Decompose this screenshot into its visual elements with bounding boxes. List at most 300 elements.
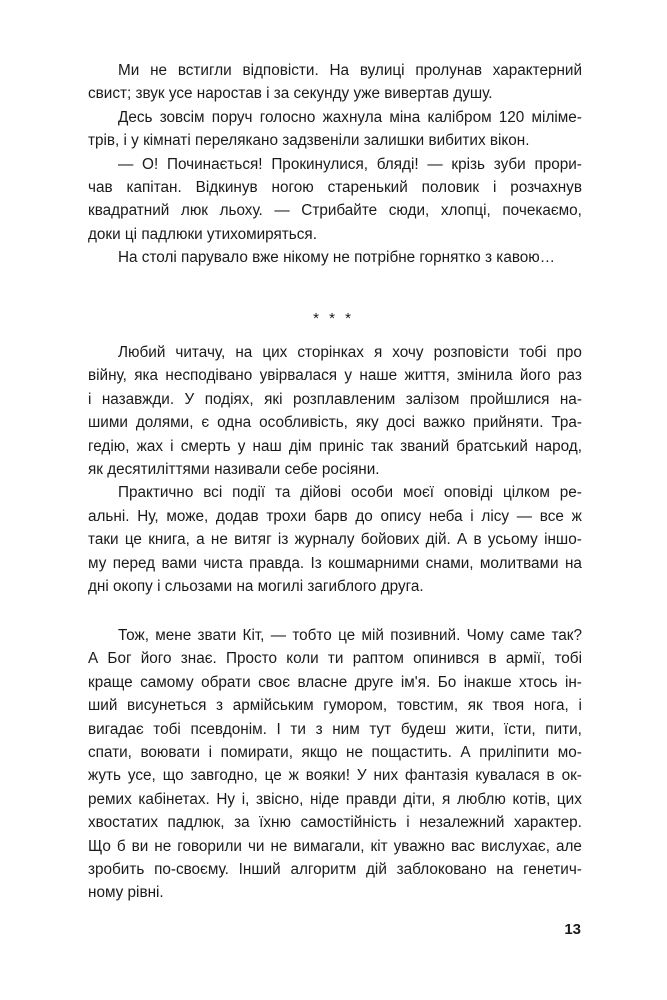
- text-word: це: [338, 627, 356, 644]
- text-word: коли: [286, 650, 319, 668]
- text-word: ви: [131, 837, 149, 855]
- text-word: і: [88, 390, 92, 408]
- text-word: Стрибайте: [301, 202, 378, 220]
- text-word: а: [196, 531, 205, 549]
- text-word: Любий: [118, 344, 166, 361]
- text-word: ж: [288, 767, 299, 785]
- text-word: твоя: [492, 697, 525, 715]
- text-word: самостійність: [300, 814, 397, 832]
- text-word: правди: [345, 790, 397, 808]
- text-word: воювати: [140, 743, 201, 761]
- text-word: опису: [380, 507, 422, 525]
- text-word: вимагали,: [293, 837, 365, 855]
- text-word: і: [208, 743, 213, 761]
- text-word: пощастить.: [371, 743, 452, 761]
- text-word: вигадає: [88, 720, 144, 738]
- text-word: доки ці падлюки утихомиряться.: [88, 225, 317, 243]
- section-call-sign: [88, 624, 582, 905]
- text-line: [88, 505, 582, 528]
- text-word: що: [162, 767, 184, 785]
- text-word: позивний.: [390, 627, 461, 644]
- text-word: бляді!: [376, 155, 419, 173]
- text-line: [88, 718, 582, 741]
- text-word: квадратний: [88, 202, 170, 220]
- text-word: У: [356, 767, 367, 785]
- section-reader-address: [88, 341, 582, 598]
- text-word: котів,: [512, 790, 551, 808]
- text-word: народ,: [535, 437, 582, 455]
- text-word: залізом: [405, 390, 460, 408]
- text-word: війну,: [88, 367, 127, 385]
- text-word: поруч: [211, 108, 253, 126]
- text-word: і: [492, 178, 497, 196]
- text-word: власне: [297, 673, 348, 691]
- text-word: по-своєму.: [154, 860, 229, 878]
- text-word: характерний: [492, 62, 582, 79]
- text-word: в: [473, 531, 482, 549]
- text-word: хочу: [392, 344, 424, 361]
- text-word: А: [457, 531, 468, 549]
- text-word: чав: [88, 178, 113, 196]
- text-word: Що: [88, 837, 111, 855]
- text-word: його: [140, 650, 172, 668]
- text-word: трохи: [266, 507, 307, 525]
- text-line: [88, 223, 582, 246]
- text-word: ок-: [561, 767, 582, 785]
- text-word: раз: [558, 367, 582, 385]
- text-line: [88, 411, 582, 434]
- text-word: у: [344, 367, 353, 385]
- text-word: них: [373, 767, 399, 785]
- text-word: та: [274, 484, 291, 502]
- text-word: усе,: [127, 767, 156, 785]
- text-word: з: [315, 720, 323, 738]
- text-word: будеш: [400, 720, 447, 738]
- text-word: ним: [332, 720, 360, 738]
- text-word: падлюк,: [167, 814, 225, 832]
- text-word: почекаємо,: [502, 202, 582, 220]
- text-word: Чому: [466, 627, 504, 644]
- text-word: які: [264, 390, 283, 408]
- text-word: приліпити: [479, 743, 550, 761]
- text-word: з: [216, 697, 224, 715]
- text-word: назавжди.: [101, 390, 175, 408]
- text-word: гумором,: [323, 697, 388, 715]
- text-word: відповісти.: [242, 62, 319, 79]
- text-word: Прокинулися,: [271, 155, 368, 173]
- text-word: Починається!: [166, 155, 263, 173]
- text-word: Просто: [226, 650, 277, 668]
- text-word: ремих: [88, 790, 132, 808]
- text-word: краще: [88, 673, 133, 691]
- text-word: трів, і у кімнаті перелякано задзвеніли залишки вибитих вікон.: [88, 132, 530, 150]
- text-word: так?: [551, 627, 582, 644]
- text-word: лісу: [481, 507, 510, 525]
- section-opening-scene: [88, 59, 582, 270]
- text-word: цілком: [502, 484, 550, 502]
- text-word: Десь: [118, 108, 153, 126]
- text-word: кіт: [370, 837, 388, 855]
- text-line: [88, 694, 582, 717]
- text-line: [88, 624, 582, 647]
- text-word: все: [539, 507, 564, 525]
- text-word: одна: [217, 414, 252, 432]
- text-word: на: [496, 860, 514, 878]
- text-word: до: [355, 507, 373, 525]
- text-word: є: [201, 414, 210, 432]
- text-line: [88, 671, 582, 694]
- text-word: барв: [314, 507, 348, 525]
- text-word: і: [470, 507, 474, 525]
- text-word: —: [516, 507, 533, 525]
- text-word: знає.: [180, 650, 217, 668]
- text-word: тут: [369, 720, 392, 738]
- text-word: у: [237, 437, 246, 455]
- text-word: —: [427, 155, 443, 173]
- text-word: про: [556, 344, 582, 361]
- text-word: 120: [498, 108, 525, 126]
- text-word: опинився: [413, 650, 480, 668]
- text-word: армії,: [505, 650, 546, 668]
- text-word: На столі парувало вже нікому не потрібне горнятко з кавою…: [118, 249, 556, 267]
- text-line: [88, 835, 582, 858]
- text-word: мене: [155, 627, 192, 644]
- text-word: не: [154, 837, 172, 855]
- text-word: Інший: [238, 860, 281, 878]
- text-word: особливість,: [259, 414, 348, 432]
- text-word: му: [88, 554, 107, 572]
- text-word: зробить: [88, 860, 145, 878]
- text-word: саме: [509, 627, 546, 644]
- text-line: [88, 106, 582, 129]
- text-line: [88, 176, 582, 199]
- text-word: витяг: [234, 531, 272, 549]
- text-word: встигли: [177, 62, 232, 79]
- text-word: зовсім: [159, 108, 205, 126]
- text-word: всі: [203, 484, 223, 502]
- text-line: [88, 552, 582, 575]
- text-line: [88, 528, 582, 551]
- text-word: яка: [134, 367, 159, 385]
- text-word: Кіт,: [242, 627, 265, 644]
- text-word: іншо-: [544, 531, 582, 549]
- text-word: бойових: [360, 531, 420, 549]
- text-word: додав: [215, 507, 259, 525]
- text-word: дій.: [425, 531, 451, 549]
- text-word: —: [270, 627, 287, 644]
- text-word: вислухає,: [481, 837, 550, 855]
- text-word: Ми: [118, 62, 140, 79]
- text-word: мій: [361, 627, 384, 644]
- text-word: смерть: [180, 437, 231, 455]
- text-word: капітан.: [126, 178, 182, 196]
- text-word: Ну,: [137, 507, 159, 525]
- text-word: вами: [161, 554, 197, 572]
- text-word: жити,: [455, 720, 495, 738]
- text-word: дійові: [300, 484, 342, 502]
- text-word: важко: [423, 414, 466, 432]
- text-word: б: [116, 837, 126, 855]
- text-word: як десятиліттями називали себе росіяни.: [88, 460, 380, 478]
- text-line: [88, 858, 582, 881]
- text-word: розповісти: [433, 344, 509, 361]
- text-word: на: [235, 344, 253, 361]
- text-word: вас: [450, 837, 476, 855]
- text-word: —: [274, 202, 290, 220]
- text-word: незалежний: [419, 814, 505, 832]
- text-line: [88, 788, 582, 811]
- text-word: обрати: [201, 673, 251, 691]
- text-word: ному рівні.: [88, 884, 164, 902]
- text-word: вулиці: [359, 62, 405, 79]
- text-word: і,: [241, 790, 250, 808]
- text-word: ти: [327, 650, 344, 668]
- text-line: [88, 129, 582, 152]
- text-word: свист; звук усе наростав і за секунду уже вивертав душу.: [88, 85, 493, 103]
- text-word: дій: [366, 860, 387, 878]
- text-word: хлопці,: [440, 202, 491, 220]
- text-line: [88, 481, 582, 504]
- text-word: своє: [258, 673, 290, 691]
- text-line: [88, 458, 582, 481]
- text-word: їхню: [259, 814, 291, 832]
- text-word: калібром: [427, 108, 492, 126]
- text-word: за: [234, 814, 250, 832]
- text-word: міна: [389, 108, 421, 126]
- text-line: [88, 341, 582, 364]
- text-word: помирати,: [220, 743, 293, 761]
- text-word: звати: [197, 627, 237, 644]
- text-word: хвостатих: [88, 814, 158, 832]
- text-word: якщо: [301, 743, 338, 761]
- text-word: може,: [166, 507, 209, 525]
- text-word: льоху.: [219, 202, 263, 220]
- text-word: моєї: [402, 484, 435, 502]
- text-word: цих: [556, 790, 582, 808]
- text-word: тобто: [292, 627, 332, 644]
- text-word: сюди,: [388, 202, 430, 220]
- text-word: голосно: [259, 108, 316, 126]
- text-word: жуть: [88, 767, 122, 785]
- text-word: характер.: [513, 814, 582, 832]
- text-word: альні.: [88, 507, 130, 525]
- text-word: люк: [180, 202, 208, 220]
- text-word: люблю: [456, 790, 506, 808]
- text-word: усьому: [487, 531, 538, 549]
- text-word: читачу,: [175, 344, 226, 361]
- text-word: армійським: [232, 697, 314, 715]
- text-line: [88, 59, 582, 82]
- text-word: прори-: [534, 155, 582, 173]
- text-word: міліме-: [531, 108, 582, 126]
- text-word: самому: [140, 673, 194, 691]
- text-word: Із: [310, 554, 322, 572]
- text-line: [88, 741, 582, 764]
- text-word: прийняти.: [473, 414, 544, 432]
- text-word: шими: [88, 414, 128, 432]
- text-line: [88, 153, 582, 176]
- text-word: А: [460, 743, 471, 761]
- text-word: На: [329, 62, 350, 79]
- text-line: [88, 199, 582, 222]
- text-word: нога,: [533, 697, 569, 715]
- text-word: Бог: [107, 650, 132, 668]
- text-word: і: [578, 697, 582, 715]
- text-word: крізь: [451, 155, 485, 173]
- text-word: А: [88, 650, 99, 668]
- text-word: таки: [88, 531, 119, 549]
- text-word: наш: [252, 437, 282, 455]
- text-word: книга,: [148, 531, 190, 549]
- text-word: і: [170, 437, 174, 455]
- text-word: в: [546, 767, 555, 785]
- text-word: змінила: [457, 367, 513, 385]
- text-word: несподівано: [165, 367, 253, 385]
- text-word: на-: [559, 390, 582, 408]
- text-word: І: [276, 720, 281, 738]
- text-word: це: [264, 767, 282, 785]
- text-word: фантазія: [405, 767, 469, 785]
- text-word: ін-: [564, 673, 582, 691]
- text-word: цих: [262, 344, 288, 361]
- text-word: не: [270, 837, 288, 855]
- text-word: ти: [290, 720, 306, 738]
- text-word: чи: [247, 837, 265, 855]
- text-word: їсти,: [503, 720, 536, 738]
- text-word: уважно: [393, 837, 445, 855]
- text-word: діти,: [403, 790, 436, 808]
- text-word: Відкинув: [195, 178, 258, 196]
- text-word: розплавленим: [292, 390, 396, 408]
- text-word: Тра-: [551, 414, 582, 432]
- text-word: правда.: [249, 554, 305, 572]
- text-word: наше: [359, 367, 398, 385]
- text-word: ж: [571, 507, 582, 525]
- text-word: О!: [142, 155, 159, 173]
- text-word: мо-: [557, 743, 582, 761]
- text-word: Тож,: [118, 627, 149, 644]
- text-word: інакше: [463, 673, 512, 691]
- text-word: ре-: [559, 484, 582, 502]
- text-word: завгодно,: [190, 767, 258, 785]
- text-word: спати,: [88, 743, 132, 761]
- text-word: в: [488, 650, 497, 668]
- text-word: із: [277, 531, 289, 549]
- text-word: розчахнув: [510, 178, 582, 196]
- text-word: його: [519, 367, 551, 385]
- text-word: на: [564, 554, 582, 572]
- text-word: генетич-: [523, 860, 582, 878]
- text-word: подіях,: [204, 390, 254, 408]
- text-word: кабінетах.: [138, 790, 210, 808]
- text-word: тобі: [153, 720, 181, 738]
- text-word: товстим,: [396, 697, 459, 715]
- text-line: [88, 82, 582, 105]
- text-word: неба: [428, 507, 463, 525]
- text-word: молитвами: [479, 554, 559, 572]
- text-line: [88, 388, 582, 411]
- text-word: пролунав: [415, 62, 482, 79]
- text-word: журналу: [294, 531, 355, 549]
- text-word: Ну: [216, 790, 236, 808]
- text-word: я: [442, 790, 451, 808]
- text-word: заблоковано: [396, 860, 487, 878]
- text-word: події: [232, 484, 266, 502]
- text-word: особи: [350, 484, 394, 502]
- text-word: жах: [136, 437, 164, 455]
- text-word: оповіді: [443, 484, 494, 502]
- text-line: [88, 575, 582, 598]
- text-word: дім: [288, 437, 312, 455]
- text-word: зуби: [493, 155, 526, 173]
- text-word: так: [370, 437, 393, 455]
- text-word: кошмарними: [328, 554, 420, 572]
- text-word: пити,: [545, 720, 582, 738]
- text-word: пройшлися: [469, 390, 550, 408]
- text-word: ногою: [271, 178, 314, 196]
- text-word: хтось: [519, 673, 558, 691]
- page-number: 13: [564, 921, 581, 938]
- text-word: сторінках: [297, 344, 364, 361]
- text-word: ший: [88, 697, 118, 715]
- text-word: чиста: [203, 554, 243, 572]
- text-line: [88, 435, 582, 458]
- text-line: [88, 246, 582, 269]
- text-word: не: [210, 531, 228, 549]
- text-word: перед: [112, 554, 156, 572]
- text-word: жахнула: [322, 108, 383, 126]
- text-word: приніс: [318, 437, 364, 455]
- text-word: старенький: [327, 178, 408, 196]
- text-word: ім'я.: [400, 673, 431, 691]
- text-word: половик: [421, 178, 480, 196]
- text-word: звісно,: [255, 790, 304, 808]
- text-word: як: [467, 697, 483, 715]
- text-word: яку: [355, 414, 379, 432]
- text-word: не: [150, 62, 168, 79]
- text-word: не: [346, 743, 363, 761]
- text-word: вояки!: [305, 767, 350, 785]
- text-word: увірвалася: [259, 367, 338, 385]
- text-word: гедію,: [88, 437, 130, 455]
- text-word: Практично: [118, 484, 194, 502]
- text-word: але: [555, 837, 582, 855]
- text-word: я: [373, 344, 383, 361]
- text-word: це: [124, 531, 142, 549]
- text-word: тобі: [554, 650, 582, 668]
- text-word: кувалася: [475, 767, 540, 785]
- text-word: —: [118, 155, 134, 173]
- text-word: У: [184, 390, 195, 408]
- text-word: висунеться: [127, 697, 207, 715]
- text-word: говорили: [177, 837, 242, 855]
- text-word: Бо: [437, 673, 457, 691]
- text-word: досі: [386, 414, 416, 432]
- text-word: ніде: [310, 790, 340, 808]
- text-word: тобі: [519, 344, 547, 361]
- text-line: [88, 764, 582, 787]
- text-word: званий: [400, 437, 450, 455]
- text-word: раптом: [352, 650, 404, 668]
- text-word: друге: [354, 673, 394, 691]
- text-word: і: [406, 814, 410, 832]
- text-line: [88, 364, 582, 387]
- text-word: снами,: [425, 554, 474, 572]
- text-word: дні окопу і сльозами на могилі загиблого друга.: [88, 577, 424, 595]
- text-line: [88, 811, 582, 834]
- text-word: братський: [456, 437, 528, 455]
- text-line: [88, 647, 582, 670]
